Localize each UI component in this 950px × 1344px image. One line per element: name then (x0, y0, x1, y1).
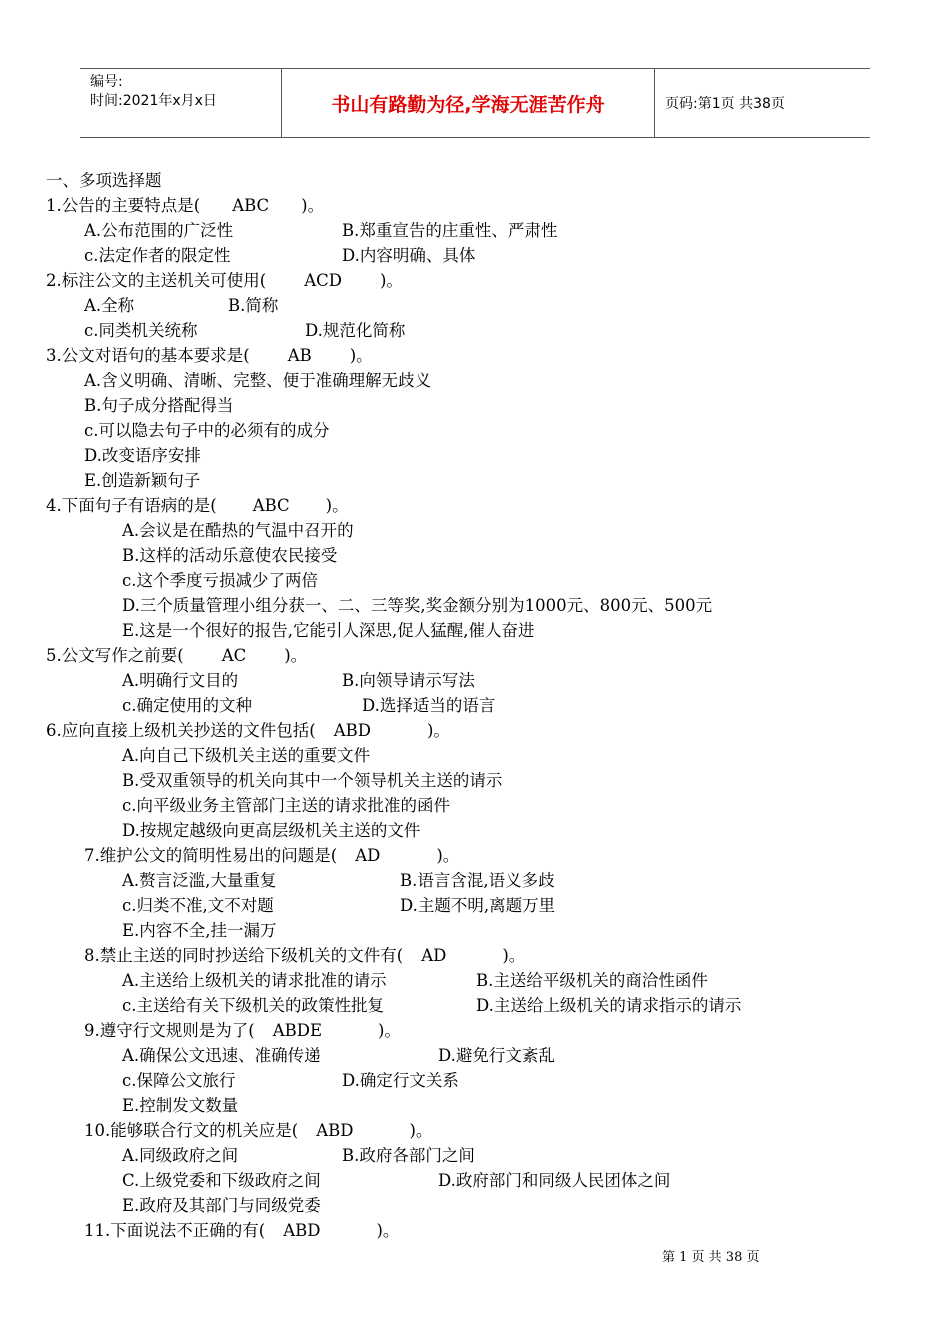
option: D.主送给上级机关的请求指示的请示 (476, 996, 742, 1015)
option: c.保障公文旅行 (122, 1071, 236, 1090)
question-stem: 4.下面句子有语病的是( ABC )。 (46, 493, 349, 518)
option: E.内容不全,挂一漏万 (122, 921, 277, 940)
option: A.向自己下级机关主送的重要文件 (122, 746, 371, 765)
option: c.主送给有关下级机关的政策性批复 (122, 996, 384, 1015)
option: E.创造新颖句子 (84, 471, 201, 490)
question-stem: 6.应向直接上级机关抄送的文件包括( ABD )。 (46, 718, 450, 743)
option: A.会议是在酷热的气温中召开的 (122, 521, 354, 540)
option: B.简称 (228, 296, 279, 315)
option: A.全称 (84, 296, 135, 315)
option: c.法定作者的限定性 (84, 246, 231, 265)
answer: AD (421, 946, 447, 965)
page-header (80, 68, 870, 138)
option: A.公布范围的广泛性 (84, 221, 234, 240)
answer: ABC (232, 196, 270, 215)
option: A.同级政府之间 (122, 1146, 239, 1165)
page-footer: 第 1 页 共 38 页 (662, 1250, 760, 1265)
option: B.向领导请示写法 (342, 671, 475, 690)
question-stem: 7.维护公文的简明性易出的问题是( AD )。 (84, 843, 459, 868)
question-stem: 8.禁止主送的同时抄送给下级机关的文件有( AD )。 (84, 943, 525, 968)
question-stem: 1.公告的主要特点是( ABC )。 (46, 193, 324, 218)
answer: AD (355, 846, 381, 865)
option: D.内容明确、具体 (342, 246, 476, 265)
option: E.控制发文数量 (122, 1096, 239, 1115)
answer: ABD (316, 1121, 354, 1140)
answer: ABD (283, 1221, 321, 1240)
answer: ABD (333, 721, 371, 740)
option: c.同类机关统称 (84, 321, 198, 340)
header-page-info: 页码:第1页 共38页 (665, 96, 785, 112)
option: A.主送给上级机关的请求批准的请示 (122, 971, 387, 990)
option: c.这个季度亏损减少了两倍 (122, 571, 318, 590)
option: D.按规定越级向更高层级机关主送的文件 (122, 821, 421, 840)
number-label: 编号: (90, 74, 123, 90)
date-label: 时间:2021年x月x日 (90, 93, 217, 109)
option: C.上级党委和下级政府之间 (122, 1171, 321, 1190)
option: B.受双重领导的机关向其中一个领导机关主送的请示 (122, 771, 503, 790)
option: B.政府各部门之间 (342, 1146, 475, 1165)
option: D.规范化简称 (305, 321, 406, 340)
header-meta (80, 69, 282, 137)
option: c.归类不准,文不对题 (122, 896, 274, 915)
option: c.向平级业务主管部门主送的请求批准的函件 (122, 796, 450, 815)
option: E.这是一个很好的报告,它能引人深思,促人猛醒,催人奋进 (122, 621, 535, 640)
option: c.可以隐去句子中的必须有的成分 (84, 421, 330, 440)
question-stem: 2.标注公文的主送机关可使用( ACD )。 (46, 268, 403, 293)
answer: AB (287, 346, 312, 365)
question-stem: 3.公文对语句的基本要求是( AB )。 (46, 343, 373, 368)
answer: ABC (252, 496, 290, 515)
option: D.改变语序安排 (84, 446, 201, 465)
option: B.郑重宣告的庄重性、严肃性 (342, 221, 558, 240)
section-title: 一、多项选择题 (46, 171, 162, 190)
option: c.确定使用的文种 (122, 696, 252, 715)
answer: ACD (304, 271, 342, 290)
option: A.含义明确、清晰、完整、便于准确理解无歧义 (84, 371, 432, 390)
option: A.确保公文迅速、准确传递 (122, 1046, 321, 1065)
option: B.句子成分搭配得当 (84, 396, 234, 415)
option: A.赘言泛滥,大量重复 (122, 871, 277, 890)
option: D.主题不明,离题万里 (400, 896, 556, 915)
question-stem: 11.下面说法不正确的有( ABD )。 (84, 1218, 399, 1243)
question-stem: 10.能够联合行文的机关应是( ABD )。 (84, 1118, 432, 1143)
option: B.语言含混,语义多歧 (400, 871, 555, 890)
answer: ABDE (272, 1021, 323, 1040)
answer: AC (221, 646, 247, 665)
option: D.选择适当的语言 (362, 696, 496, 715)
option: D.政府部门和同级人民团体之间 (438, 1171, 671, 1190)
question-stem: 5.公文写作之前要( AC )。 (46, 643, 307, 668)
option: B.主送给平级机关的商洽性函件 (476, 971, 708, 990)
option: D.确定行文关系 (342, 1071, 459, 1090)
question-stem: 9.遵守行文规则是为了( ABDE )。 (84, 1018, 401, 1043)
option: D.避免行文紊乱 (438, 1046, 555, 1065)
option: A.明确行文目的 (122, 671, 239, 690)
option: E.政府及其部门与同级党委 (122, 1196, 321, 1215)
option: D.三个质量管理小组分获一、二、三等奖,奖金额分别为1000元、800元、500元 (122, 596, 713, 615)
header-motto: 书山有路勤为径,学海无涯苦作舟 (282, 69, 655, 137)
option: B.这样的活动乐意使农民接受 (122, 546, 338, 565)
